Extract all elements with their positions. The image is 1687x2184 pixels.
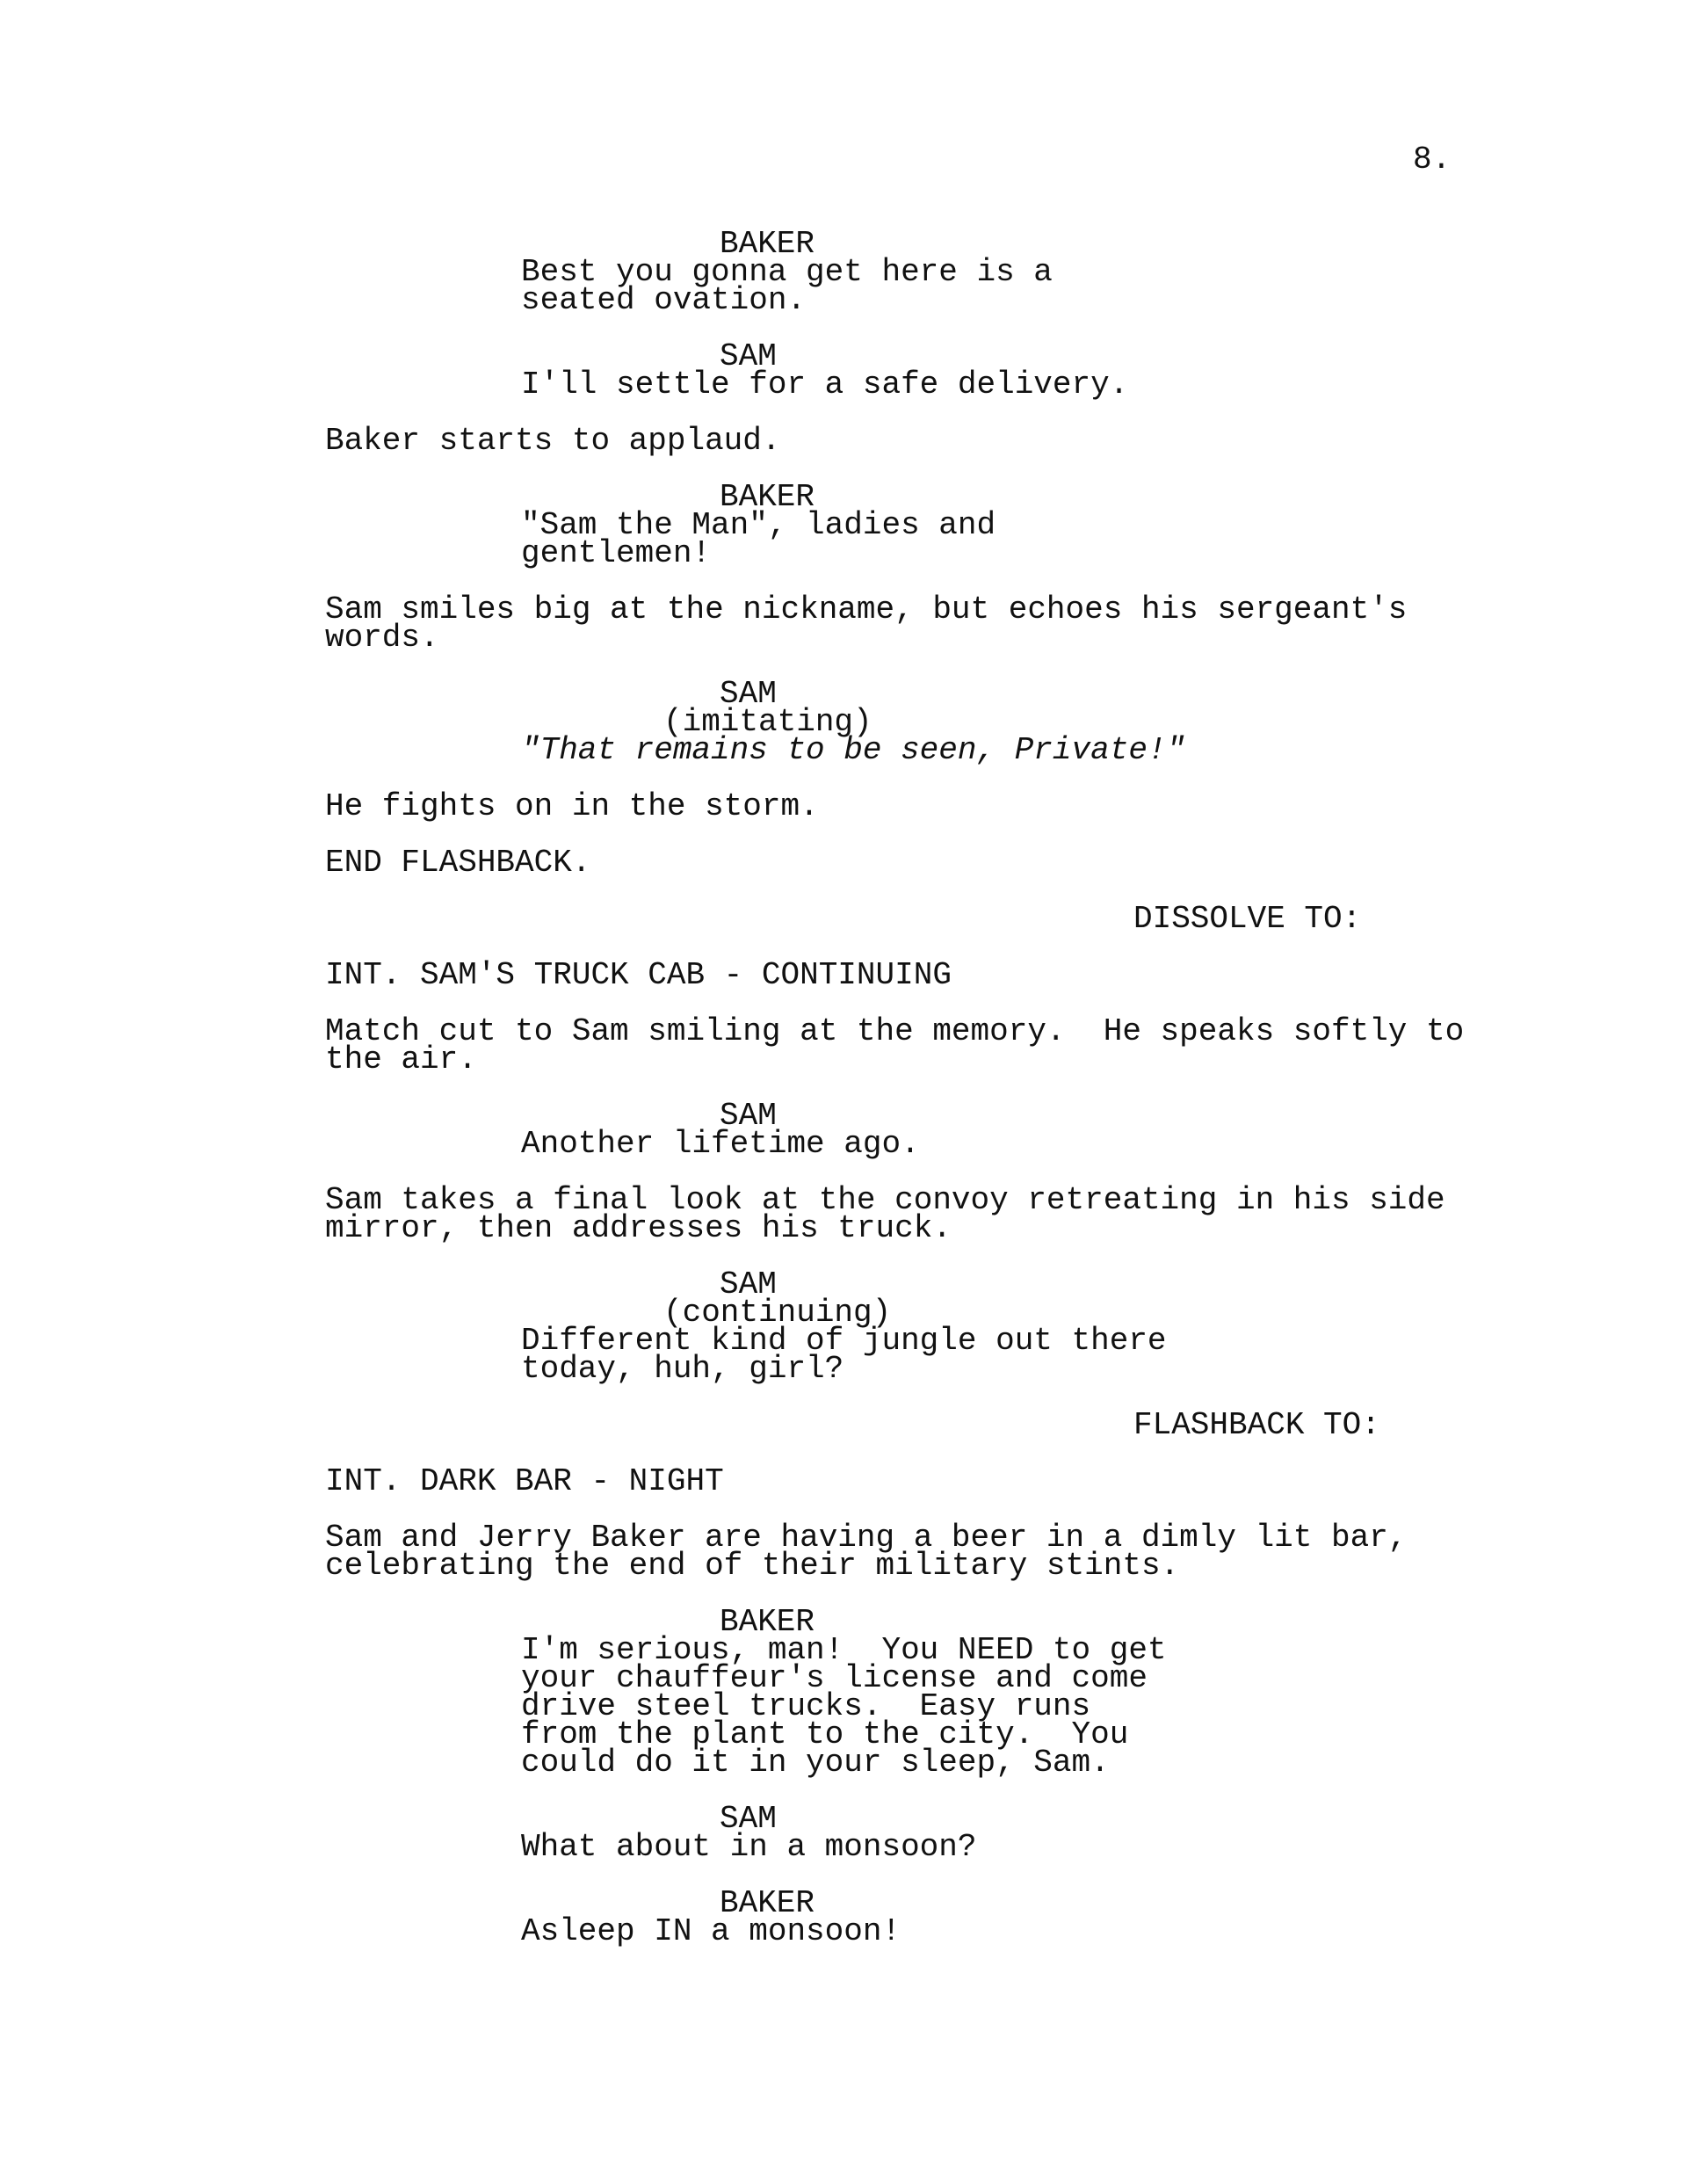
character-cue-baker: BAKER: [720, 1604, 815, 1640]
action-line: mirror, then addresses his truck.: [325, 1210, 952, 1246]
action-line: He fights on in the storm.: [325, 788, 819, 824]
character-cue-sam: SAM: [720, 676, 777, 712]
dialogue-line: seated ovation.: [521, 282, 807, 318]
dialogue-line: today, huh, girl?: [521, 1351, 844, 1387]
transition: FLASHBACK TO:: [1133, 1407, 1380, 1443]
dialogue-line: could do it in your sleep, Sam.: [521, 1745, 1110, 1781]
action-line: Baker starts to applaud.: [325, 423, 781, 459]
character-cue-baker: BAKER: [720, 1885, 815, 1921]
dialogue-line: your chauffeur's license and come: [521, 1660, 1148, 1696]
character-cue-baker: BAKER: [720, 479, 815, 515]
dialogue-line: "Sam the Man", ladies and: [521, 507, 996, 543]
dialogue-line: from the plant to the city. You: [521, 1716, 1129, 1752]
page-number: 8.: [1413, 141, 1452, 178]
action-line: Match cut to Sam smiling at the memory. He speaks softly to: [325, 1013, 1465, 1049]
parenthetical: (continuing): [663, 1295, 892, 1331]
scene-heading: INT. DARK BAR - NIGHT: [325, 1463, 724, 1499]
dialogue-line: Different kind of jungle out there: [521, 1323, 1167, 1359]
dialogue-line: Best you gonna get here is a: [521, 254, 1053, 290]
dialogue-line: I'll settle for a safe delivery.: [521, 366, 1129, 403]
dialogue-line: I'm serious, man! You NEED to get: [521, 1632, 1167, 1668]
action-line: the air.: [325, 1041, 477, 1077]
action-line: END FLASHBACK.: [325, 845, 591, 881]
dialogue-line: "That remains to be seen, Private!": [521, 732, 1186, 768]
action-line: celebrating the end of their military stints.: [325, 1548, 1180, 1584]
dialogue-line: What about in a monsoon?: [521, 1829, 977, 1865]
parenthetical: (imitating): [663, 704, 872, 740]
character-cue-baker: BAKER: [720, 226, 815, 262]
action-line: Sam and Jerry Baker are having a beer in a dimly lit bar,: [325, 1520, 1408, 1556]
character-cue-sam: SAM: [720, 1266, 777, 1302]
dialogue-line: drive steel trucks. Easy runs: [521, 1688, 1091, 1724]
character-cue-sam: SAM: [720, 1098, 777, 1134]
action-line: words.: [325, 620, 439, 656]
dialogue-line: Another lifetime ago.: [521, 1126, 920, 1162]
action-line: Sam smiles big at the nickname, but echoes his sergeant's: [325, 591, 1408, 628]
dialogue-line: Asleep IN a monsoon!: [521, 1913, 901, 1949]
character-cue-sam: SAM: [720, 338, 777, 374]
action-line: Sam takes a final look at the convoy retreating in his side: [325, 1182, 1445, 1218]
character-cue-sam: SAM: [720, 1801, 777, 1837]
scene-heading: INT. SAM'S TRUCK CAB - CONTINUING: [325, 957, 952, 993]
dialogue-line: gentlemen!: [521, 535, 712, 571]
transition: DISSOLVE TO:: [1133, 901, 1362, 937]
